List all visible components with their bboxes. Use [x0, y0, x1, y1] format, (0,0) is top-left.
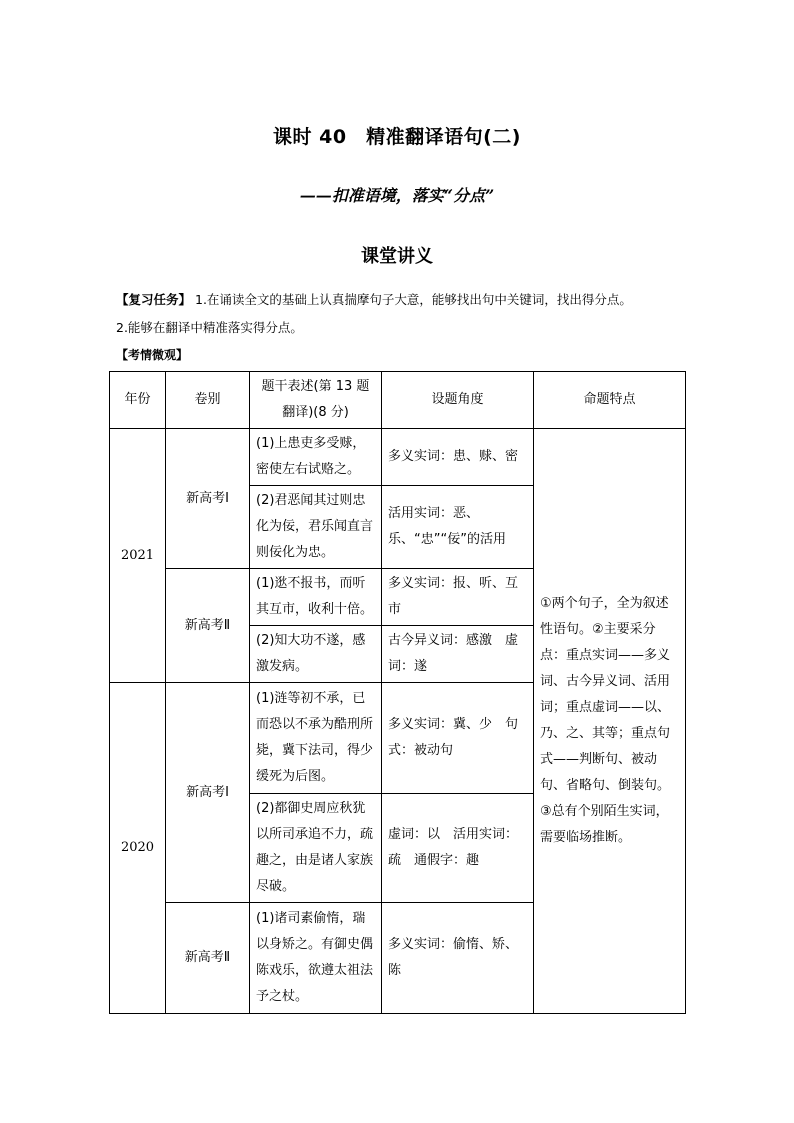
- year-cell: 2021: [110, 429, 166, 683]
- features-cell: ①两个句子，全为叙述性语句。②主要采分点：重点实词——多义词、古今异义词、活用词；重点虚词——以、乃、之、其等；重点句式——判断句、被动句、省略句、倒装句。③总有个别陌生实词，需要临场推断。: [534, 429, 686, 1014]
- exam-overview-label: 【考情微观】: [116, 348, 189, 362]
- review-task-line-1: [116, 290, 632, 308]
- angle-cell: 多义实词：偷惰、矫、陈: [382, 903, 534, 1014]
- header-year: 年份: [110, 372, 166, 429]
- paper-cell: 新高考Ⅱ: [166, 903, 250, 1014]
- stem-cell: (1)上患吏多受赇，密使左右试赂之。: [250, 429, 382, 486]
- angle-cell: 多义实词：患、赇、密: [382, 429, 534, 486]
- header-angle: 设题角度: [382, 372, 534, 429]
- stem-cell: (2)君恶闻其过则忠化为佞，君乐闻直言则佞化为忠。: [250, 486, 382, 569]
- stem-cell: (1)诸司素偷惰，瑞以身矫之。有御史偶陈戏乐，欲遵太祖法予之杖。: [250, 903, 382, 1014]
- paper-cell: 新高考Ⅰ: [166, 683, 250, 903]
- table-header-row: [110, 372, 686, 429]
- review-task-line-2: 2.能够在翻译中精准落实得分点。: [116, 320, 303, 335]
- header-features: 命题特点: [534, 372, 686, 429]
- header-stem: 题干表述(第 13 题翻译)(8 分): [250, 372, 382, 429]
- stem-cell: (2)都御史周应秋犹以所司承追不力，疏趣之，由是诸人家族尽破。: [250, 794, 382, 903]
- page-title: 课时 40 精准翻译语句(二): [273, 126, 521, 148]
- angle-cell: 虚词：以 活用实词：疏 通假字：趣: [382, 794, 534, 903]
- exam-table: [109, 371, 686, 1014]
- review-task-label: 【复习任务】: [116, 292, 192, 307]
- angle-cell: 多义实词：报、听、互市: [382, 569, 534, 626]
- table-row: [110, 429, 686, 486]
- review-task-text-1: 1.在诵读全文的基础上认真揣摩句子大意，能够找出句中关键词，找出得分点。: [191, 292, 632, 307]
- paper-cell: 新高考Ⅱ: [166, 569, 250, 683]
- stem-cell: (1)涟等初不承，已而恐以不承为酷刑所毙，冀下法司，得少缓死为后图。: [250, 683, 382, 794]
- page-subtitle: ——扣准语境，落实“分点”: [299, 186, 495, 205]
- stem-cell: (1)逖不报书，而听其互市，收利十倍。: [250, 569, 382, 626]
- section-heading: 课堂讲义: [361, 246, 433, 267]
- angle-cell: 活用实词：恶、乐、“忠”“佞”的活用: [382, 486, 534, 569]
- header-paper: 卷别: [166, 372, 250, 429]
- year-cell: 2020: [110, 683, 166, 1014]
- angle-cell: 多义实词：冀、少 句式：被动句: [382, 683, 534, 794]
- paper-cell: 新高考Ⅰ: [166, 429, 250, 569]
- stem-cell: (2)知大功不遂，感激发病。: [250, 626, 382, 683]
- angle-cell: 古今异义词：感激 虚词：遂: [382, 626, 534, 683]
